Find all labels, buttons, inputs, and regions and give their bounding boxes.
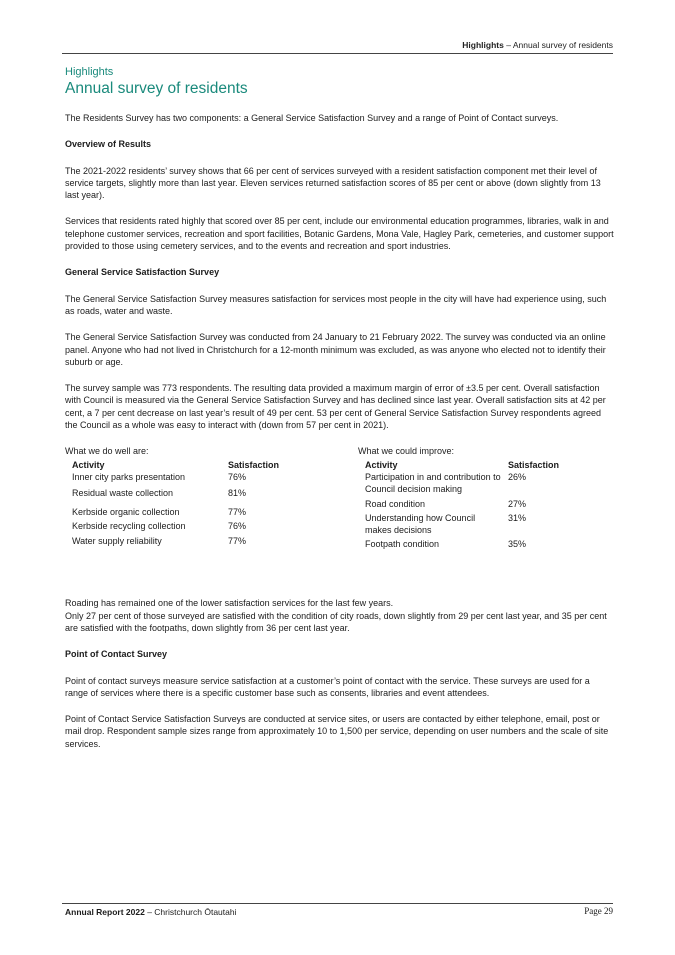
do-well-table [65, 459, 279, 549]
general-paragraph-3: The survey sample was 773 respondents. The resulting data provided a maximum margin of error of ±3.5 per cent. Overall satisfaction with Council is measured via the General Service Satisfaction Survey and has declined since last year. Overall satisfaction sits at 42 per cent, a 7 per cent decrease on last year’s result of 49 per cent. 53 per cent of General Service Satisfaction Survey respondents agreed the Council as a whole was easy to interact with (down from 57 per cent in 2021). [65, 383, 606, 431]
footer-city: Christchurch Ōtautahi [154, 907, 237, 917]
satisfaction-cell: 31% [508, 512, 527, 523]
header-rule [62, 53, 613, 54]
activity-cell: Understanding how Council makes decisions [365, 512, 476, 536]
footer-rule [62, 903, 613, 904]
do-well-caption: What we do well are: [65, 446, 149, 457]
running-header [462, 40, 613, 50]
roading-paragraph [65, 597, 615, 634]
could-improve-table-block [358, 445, 618, 552]
column-header-satisfaction: Satisfaction [228, 459, 280, 470]
activity-cell: Footpath condition [365, 539, 440, 550]
activity-cell: Participation in and contribution to Council decision making [365, 471, 501, 495]
intro-paragraph: The Residents Survey has two components: a General Service Satisfaction Survey and a range of Point of Contact surveys. [65, 113, 559, 123]
table-header-row [65, 459, 279, 471]
table-row [65, 471, 279, 487]
satisfaction-cell: 27% [508, 498, 527, 509]
overview-paragraph-2: Services that residents rated highly that scored over 85 per cent, include our environmental education programmes, libraries, walk in and telephone customer services, recreation and sport facilities, Botanic Gardens, Mona Vale, Hagley Park, cemeteries, and customer support provided to those using cemetery services, and to the events and recreation and sport industries. [65, 216, 614, 252]
header-separator: – [503, 40, 513, 50]
satisfaction-cell: 81% [228, 487, 247, 498]
activity-cell: Kerbside organic collection [72, 506, 180, 517]
roading-line-2: Only 27 per cent of those surveyed are satisfied with the condition of city roads, down slightly from 29 per cent last year, and 35 per cent are satisfied with the footpaths, down slightly from 36 per cent last year. [65, 610, 607, 633]
main-content [65, 112, 615, 764]
footer-separator: – [144, 907, 155, 917]
general-paragraph-1: The General Service Satisfaction Survey measures satisfaction for services most people in the city will have had experience using, such as roads, water and waste. [65, 293, 607, 316]
table-row [65, 520, 279, 534]
page-title: Annual survey of residents [65, 80, 248, 97]
table-row [358, 471, 559, 498]
footer-left [65, 907, 236, 917]
overview-paragraph-1: The 2021-2022 residents’ survey shows that 66 per cent of services surveyed with a resident satisfaction component met their level of service targets, slightly more than last year. Eleven services returned satisfaction scores of 85 per cent or above (down slightly from 13 last year). [65, 165, 601, 201]
satisfaction-cell: 76% [228, 471, 247, 482]
activity-cell: Water supply reliability [72, 535, 162, 546]
column-header-activity: Activity [72, 459, 105, 470]
table-row [65, 506, 279, 520]
general-survey-heading: General Service Satisfaction Survey [65, 267, 220, 278]
table-header-row [358, 459, 559, 471]
could-improve-table [358, 459, 559, 553]
satisfaction-cell: 77% [228, 535, 247, 546]
page-number: Page 29 [584, 906, 613, 916]
activity-cell: Inner city parks presentation [72, 471, 186, 482]
table-row [358, 538, 559, 552]
table-row [358, 498, 559, 512]
satisfaction-cell: 76% [228, 521, 247, 532]
satisfaction-cell: 35% [508, 539, 527, 550]
satisfaction-tables [65, 445, 615, 597]
activity-cell: Road condition [365, 498, 426, 509]
could-improve-caption: What we could improve: [358, 446, 455, 457]
column-header-satisfaction: Satisfaction [508, 459, 560, 470]
do-well-table-block [65, 445, 345, 548]
table-row [358, 512, 559, 539]
point-of-contact-heading: Point of Contact Survey [65, 649, 168, 660]
activity-cell: Residual waste collection [72, 487, 174, 498]
overview-heading: Overview of Results [65, 139, 152, 150]
satisfaction-cell: 26% [508, 471, 527, 482]
point-of-contact-paragraph-1: Point of contact surveys measure service satisfaction at a customer’s point of contact with the service. These surveys are used for a range of services where there is a specific customer base such as consents, libraries and event attendees. [65, 675, 590, 698]
header-section: Highlights [462, 40, 504, 50]
table-row [65, 487, 279, 506]
general-paragraph-2: The General Service Satisfaction Survey was conducted from 24 January to 21 February 2022. The survey was conducted via an online panel. Anyone who had not lived in Christchurch for a 12-month minimum was excluded, as was anyone who elected not to identify their suburb or age. [65, 332, 606, 367]
header-subtitle: Annual survey of residents [512, 40, 613, 50]
point-of-contact-paragraph-2: Point of Contact Service Satisfaction Surveys are conducted at service sites, or users are contacted by either telephone, email, post or mail drop. Respondent sample sizes range from approximately 10 to 1,500 per service, depending on user numbers and the scale of site services. [65, 714, 609, 749]
section-kicker: Highlights [65, 66, 114, 78]
activity-cell: Kerbside recycling collection [72, 521, 186, 532]
column-header-activity: Activity [365, 459, 398, 470]
satisfaction-cell: 77% [228, 506, 247, 517]
roading-line-1: Roading has remained one of the lower satisfaction services for the last few years. [65, 598, 394, 609]
footer-report-title: Annual Report 2022 [65, 907, 145, 917]
table-row [65, 535, 279, 549]
